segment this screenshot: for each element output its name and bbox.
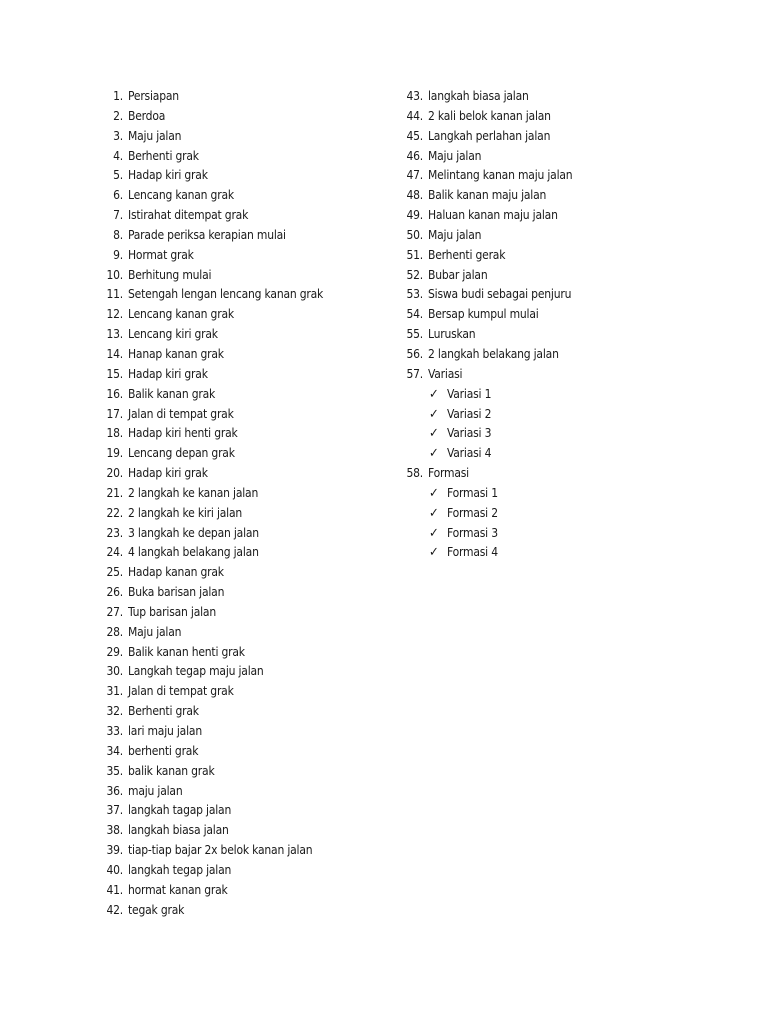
item-label: Balik kanan henti grak (128, 644, 245, 659)
item-label: langkah biasa jalan (428, 89, 529, 103)
item-number: 7. (113, 208, 123, 223)
item-label: Formasi 3 (447, 525, 498, 540)
item-label: berhenti grak (128, 743, 199, 758)
list-item (96, 702, 396, 722)
item-number: 19. (106, 446, 123, 461)
item-label: Luruskan (428, 327, 476, 342)
item-number: 12. (106, 307, 123, 322)
list-item (396, 305, 696, 325)
list-item (96, 107, 396, 127)
list-item (396, 246, 696, 266)
item-number: 14. (106, 346, 123, 361)
list-item (396, 147, 696, 167)
item-number: 40. (106, 862, 123, 877)
list-item (96, 127, 396, 147)
item-label: Haluan kanan maju jalan (428, 208, 558, 223)
list-item (96, 841, 396, 861)
item-label: Formasi 4 (447, 545, 498, 560)
list-item (96, 801, 396, 821)
item-label: Hadap kanan grak (128, 565, 224, 580)
list-item (96, 662, 396, 682)
item-label: Lencang kanan grak (128, 188, 234, 203)
item-label: langkah tegap jalan (128, 862, 232, 877)
item-label: Berdoa (128, 108, 166, 123)
item-number: 57. (406, 366, 423, 381)
item-label: Maju jalan (428, 227, 482, 242)
list-item (96, 285, 396, 305)
list-item (96, 722, 396, 742)
checkmark-icon: ✓ (429, 386, 439, 402)
item-label: Persiapan (128, 89, 179, 103)
item-label: 2 kali belok kanan jalan (428, 108, 551, 123)
item-label: Maju jalan (128, 624, 182, 639)
list-item (396, 266, 696, 286)
checkmark-icon: ✓ (429, 505, 439, 521)
item-number: 54. (406, 307, 423, 322)
list-item (96, 543, 396, 563)
item-label: Hadap kiri grak (128, 366, 208, 381)
item-number: 8. (113, 227, 123, 242)
item-number: 46. (406, 148, 423, 163)
list-item (96, 464, 396, 484)
list-item (396, 325, 696, 345)
item-number: 18. (106, 426, 123, 441)
list-item (96, 365, 396, 385)
item-number: 22. (106, 505, 123, 520)
item-label: Variasi 4 (447, 446, 492, 461)
checkmark-icon: ✓ (429, 525, 439, 541)
list-item (396, 226, 696, 246)
item-number: 23. (106, 525, 123, 540)
item-label: tiap-tiap bajar 2x belok kanan jalan (128, 843, 313, 858)
checkmark-icon: ✓ (429, 406, 439, 422)
numbered-list-left (96, 87, 396, 920)
item-label: Siswa budi sebagai penjuru (428, 287, 572, 302)
checkmark-icon: ✓ (429, 545, 439, 561)
list-item (96, 782, 396, 802)
item-number: 51. (406, 247, 423, 262)
list-item (96, 87, 396, 107)
item-number: 49. (406, 208, 423, 223)
sub-list-item (396, 543, 696, 563)
item-number: 44. (406, 108, 423, 123)
list-item (96, 246, 396, 266)
item-number: 4. (113, 148, 123, 163)
sub-list-item (396, 405, 696, 425)
checkmark-icon: ✓ (429, 485, 439, 501)
item-label: 2 langkah ke kiri jalan (128, 505, 243, 520)
item-label: Balik kanan grak (128, 386, 216, 401)
item-number: 41. (106, 882, 123, 897)
item-label: Berhenti gerak (428, 247, 506, 262)
list-item (96, 861, 396, 881)
item-number: 42. (106, 902, 123, 917)
item-label: Balik kanan maju jalan (428, 188, 547, 203)
item-label: Langkah perlahan jalan (428, 128, 551, 143)
item-number: 29. (106, 644, 123, 659)
list-item (96, 226, 396, 246)
item-label: lari maju jalan (128, 724, 202, 738)
item-label: Istirahat ditempat grak (128, 208, 249, 223)
item-label: 2 langkah ke kanan jalan (128, 485, 259, 500)
item-label: 4 langkah belakang jalan (128, 545, 259, 560)
item-number: 38. (106, 823, 123, 838)
item-number: 36. (106, 783, 123, 798)
item-label: Lencang depan grak (128, 446, 235, 461)
item-label: Formasi 2 (447, 505, 498, 520)
item-label: Hadap kiri grak (128, 168, 208, 183)
list-item (96, 682, 396, 702)
list-item (96, 742, 396, 762)
item-label: Maju jalan (428, 148, 482, 163)
item-number: 11. (106, 287, 123, 302)
item-label: Buka barisan jalan (128, 585, 225, 600)
sub-list-item (396, 385, 696, 405)
item-label: Langkah tegap maju jalan (128, 664, 264, 679)
item-label: Hormat grak (128, 247, 194, 262)
list-item (396, 186, 696, 206)
list-item (96, 821, 396, 841)
item-number: 24. (106, 545, 123, 560)
item-label: Maju jalan (128, 128, 182, 143)
item-number: 16. (106, 386, 123, 401)
item-number: 55. (406, 327, 423, 342)
item-label: Tup barisan jalan (128, 604, 216, 619)
item-number: 20. (106, 466, 123, 481)
item-label: Lencang kiri grak (128, 327, 218, 342)
item-number: 48. (406, 188, 423, 203)
item-number: 10. (106, 267, 123, 282)
item-label: Melintang kanan maju jalan (428, 168, 573, 183)
item-number: 45. (406, 128, 423, 143)
list-item (96, 484, 396, 504)
list-item (96, 901, 396, 921)
list-item (396, 345, 696, 365)
checkmark-icon: ✓ (429, 446, 439, 462)
list-item (96, 206, 396, 226)
item-label: tegak grak (128, 902, 185, 917)
list-item (396, 206, 696, 226)
item-label: Berhenti grak (128, 148, 199, 163)
item-label: hormat kanan grak (128, 882, 228, 897)
checkmark-icon: ✓ (429, 426, 439, 442)
sub-list-item (396, 444, 696, 464)
list-item (96, 643, 396, 663)
item-number: 39. (106, 843, 123, 858)
item-number: 17. (106, 406, 123, 421)
list-item (396, 285, 696, 305)
item-label: Berhitung mulai (128, 267, 212, 282)
item-number: 50. (406, 227, 423, 242)
item-label: Jalan di tempat grak (128, 406, 234, 421)
list-item (96, 583, 396, 603)
list-item (96, 405, 396, 425)
item-label: Hanap kanan grak (128, 346, 224, 361)
list-item (396, 365, 696, 385)
item-number: 25. (106, 565, 123, 580)
list-item (96, 603, 396, 623)
item-number: 56. (406, 346, 423, 361)
item-label: Bubar jalan (428, 267, 488, 282)
item-label: 3 langkah ke depan jalan (128, 525, 259, 540)
list-item (96, 186, 396, 206)
list-item (396, 107, 696, 127)
sub-list-item (396, 424, 696, 444)
item-number: 27. (106, 604, 123, 619)
item-number: 5. (113, 168, 123, 183)
item-number: 2. (113, 108, 123, 123)
item-number: 32. (106, 704, 123, 719)
sub-list-item (396, 524, 696, 544)
item-number: 33. (106, 724, 123, 738)
item-label: maju jalan (128, 783, 183, 798)
sub-list-item (396, 484, 696, 504)
item-number: 30. (106, 664, 123, 679)
list-item (96, 166, 396, 186)
list-item (96, 623, 396, 643)
list-item (96, 504, 396, 524)
list-item (96, 563, 396, 583)
item-label: Hadap kiri henti grak (128, 426, 238, 441)
item-label: Parade periksa kerapian mulai (128, 227, 286, 242)
item-label: Variasi (428, 366, 463, 381)
list-item (96, 266, 396, 286)
list-item (96, 524, 396, 544)
list-item (96, 762, 396, 782)
item-label: Variasi 3 (447, 426, 492, 441)
item-label: Jalan di tempat grak (128, 684, 234, 699)
item-number: 43. (406, 89, 423, 103)
item-number: 47. (406, 168, 423, 183)
item-number: 1. (113, 89, 123, 103)
list-item (96, 345, 396, 365)
item-label: Variasi 1 (447, 386, 492, 401)
list-item (396, 166, 696, 186)
item-number: 9. (113, 247, 123, 262)
item-number: 15. (106, 366, 123, 381)
list-item (396, 87, 696, 107)
item-label: Setengah lengan lencang kanan grak (128, 287, 324, 302)
list-item (396, 464, 696, 484)
list-item (96, 385, 396, 405)
item-number: 26. (106, 585, 123, 600)
item-label: Lencang kanan grak (128, 307, 234, 322)
item-number: 31. (106, 684, 123, 699)
list-item (96, 147, 396, 167)
item-label: Formasi 1 (447, 485, 498, 500)
item-number: 6. (113, 188, 123, 203)
item-number: 37. (106, 803, 123, 818)
item-label: Formasi (428, 466, 469, 481)
item-label: balik kanan grak (128, 763, 215, 778)
item-number: 58. (406, 466, 423, 481)
item-number: 3. (113, 128, 123, 143)
item-number: 53. (406, 287, 423, 302)
list-item (96, 424, 396, 444)
item-number: 52. (406, 267, 423, 282)
list-item (96, 444, 396, 464)
item-label: Berhenti grak (128, 704, 199, 719)
item-number: 28. (106, 624, 123, 639)
list-item (96, 325, 396, 345)
item-number: 35. (106, 763, 123, 778)
numbered-list-right (396, 87, 696, 563)
item-number: 34. (106, 743, 123, 758)
list-item (396, 127, 696, 147)
item-label: langkah biasa jalan (128, 823, 229, 838)
item-number: 21. (106, 485, 123, 500)
list-item (96, 305, 396, 325)
item-label: 2 langkah belakang jalan (428, 346, 559, 361)
item-label: Hadap kiri grak (128, 466, 208, 481)
list-item (96, 881, 396, 901)
item-label: langkah tagap jalan (128, 803, 232, 818)
item-label: Variasi 2 (447, 406, 492, 421)
item-label: Bersap kumpul mulai (428, 307, 539, 322)
sub-list-item (396, 504, 696, 524)
item-number: 13. (106, 327, 123, 342)
